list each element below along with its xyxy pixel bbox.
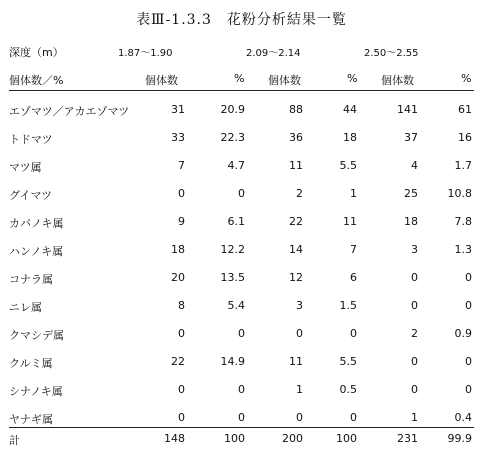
cell-pct-3: 61	[458, 103, 472, 116]
cell-pct-2: 6	[350, 271, 357, 284]
category-header: 個体数／%	[9, 74, 64, 87]
cell-count-3: 0	[411, 355, 418, 368]
cell-pct-2: 5.5	[339, 355, 357, 368]
table-row	[0, 376, 483, 404]
cell-count-1: 18	[171, 243, 185, 256]
cell-pct-2: 0.5	[339, 383, 357, 396]
table-title: 表Ⅲ-1.3.3 花粉分析結果一覧	[136, 12, 347, 28]
cell-pct-1: 22.3	[220, 131, 245, 144]
cell-count-2: 36	[289, 131, 303, 144]
cell-count-1: 0	[178, 187, 185, 200]
cell-count-2: 12	[289, 271, 303, 284]
depth-range-2: 2.09〜2.14	[246, 48, 301, 59]
taxon-name: クルミ属	[9, 357, 53, 370]
cell-pct-3: 0	[465, 383, 472, 396]
cell-pct-2: 0	[350, 327, 357, 340]
cell-pct-1: 12.2	[220, 243, 245, 256]
cell-count-3: 2	[411, 327, 418, 340]
cell-pct-3: 0.9	[454, 327, 472, 340]
total-count-1: 148	[164, 432, 185, 445]
table-row	[0, 348, 483, 376]
cell-pct-2: 11	[343, 215, 357, 228]
cell-count-3: 0	[411, 271, 418, 284]
cell-pct-1: 0	[238, 187, 245, 200]
depth-range-3: 2.50〜2.55	[364, 48, 419, 59]
cell-count-2: 14	[289, 243, 303, 256]
cell-count-1: 9	[178, 215, 185, 228]
cell-pct-3: 0	[465, 299, 472, 312]
cell-pct-1: 6.1	[227, 215, 245, 228]
header-rule	[9, 90, 474, 91]
table-row	[0, 124, 483, 152]
taxon-name: グイマツ	[9, 189, 53, 202]
cell-count-3: 0	[411, 299, 418, 312]
column-header-pct-1: %	[234, 72, 245, 85]
table-row	[0, 236, 483, 264]
cell-count-2: 2	[296, 187, 303, 200]
cell-pct-1: 4.7	[227, 159, 245, 172]
cell-pct-2: 7	[350, 243, 357, 256]
cell-count-1: 7	[178, 159, 185, 172]
table-row	[0, 320, 483, 348]
column-header-pct-3: %	[461, 72, 472, 85]
total-rule	[9, 427, 474, 428]
taxon-name: カバノキ属	[9, 217, 64, 230]
cell-count-2: 0	[296, 411, 303, 424]
total-count-3: 231	[397, 432, 418, 445]
total-count-2: 200	[282, 432, 303, 445]
cell-pct-3: 1.7	[454, 159, 472, 172]
cell-count-2: 11	[289, 355, 303, 368]
table-body	[0, 96, 483, 432]
taxon-name: エゾマツ／アカエゾマツ	[9, 105, 130, 118]
taxon-name: ニレ属	[9, 301, 42, 314]
total-pct-1: 100	[224, 432, 245, 445]
table-row	[0, 264, 483, 292]
cell-count-1: 8	[178, 299, 185, 312]
cell-count-3: 3	[411, 243, 418, 256]
cell-pct-2: 44	[343, 103, 357, 116]
column-header-count-1: 個体数	[145, 74, 178, 87]
taxon-name: クマシデ属	[9, 329, 64, 342]
taxon-name: シナノキ属	[9, 385, 63, 398]
depth-range-1: 1.87〜1.90	[118, 48, 173, 59]
cell-count-1: 0	[178, 383, 185, 396]
cell-pct-2: 1	[350, 187, 357, 200]
cell-pct-1: 0	[238, 383, 245, 396]
cell-count-2: 22	[289, 215, 303, 228]
cell-count-3: 141	[397, 103, 418, 116]
cell-pct-1: 5.4	[227, 299, 245, 312]
total-pct-2: 100	[336, 432, 357, 445]
cell-pct-3: 0	[465, 355, 472, 368]
column-header-pct-2: %	[347, 72, 358, 85]
total-pct-3: 99.9	[447, 432, 472, 445]
total-row	[0, 432, 483, 450]
cell-count-3: 1	[411, 411, 418, 424]
taxon-name: ヤナギ属	[9, 413, 53, 426]
cell-pct-2: 0	[350, 411, 357, 424]
cell-pct-1: 0	[238, 411, 245, 424]
cell-count-1: 22	[171, 355, 185, 368]
cell-count-3: 0	[411, 383, 418, 396]
cell-pct-1: 14.9	[220, 355, 245, 368]
cell-count-3: 37	[404, 131, 418, 144]
table-row	[0, 96, 483, 124]
table-row	[0, 180, 483, 208]
cell-count-2: 0	[296, 327, 303, 340]
total-label: 計	[9, 434, 20, 447]
cell-count-2: 11	[289, 159, 303, 172]
cell-pct-3: 0	[465, 271, 472, 284]
cell-count-2: 1	[296, 383, 303, 396]
table-row	[0, 152, 483, 180]
cell-pct-2: 1.5	[339, 299, 357, 312]
cell-pct-3: 10.8	[447, 187, 472, 200]
cell-pct-1: 13.5	[220, 271, 245, 284]
column-header-count-3: 個体数	[381, 74, 414, 87]
taxon-name: ハンノキ属	[9, 245, 64, 258]
cell-count-1: 20	[171, 271, 185, 284]
cell-count-1: 33	[171, 131, 185, 144]
cell-pct-2: 18	[343, 131, 357, 144]
cell-pct-3: 0.4	[454, 411, 472, 424]
cell-pct-1: 0	[238, 327, 245, 340]
column-header-count-2: 個体数	[268, 74, 301, 87]
cell-count-3: 25	[404, 187, 418, 200]
cell-count-2: 88	[289, 103, 303, 116]
table-row	[0, 208, 483, 236]
taxon-name: コナラ属	[9, 273, 53, 286]
table-row	[0, 292, 483, 320]
cell-count-1: 31	[171, 103, 185, 116]
cell-count-2: 3	[296, 299, 303, 312]
cell-pct-2: 5.5	[339, 159, 357, 172]
cell-count-1: 0	[178, 411, 185, 424]
depth-label: 深度（m）	[9, 46, 64, 59]
cell-count-3: 4	[411, 159, 418, 172]
cell-pct-1: 20.9	[220, 103, 245, 116]
taxon-name: マツ属	[9, 161, 42, 174]
cell-count-3: 18	[404, 215, 418, 228]
cell-pct-3: 16	[458, 131, 472, 144]
cell-pct-3: 1.3	[454, 243, 472, 256]
cell-pct-3: 7.8	[454, 215, 472, 228]
cell-count-1: 0	[178, 327, 185, 340]
taxon-name: トドマツ	[9, 133, 53, 146]
